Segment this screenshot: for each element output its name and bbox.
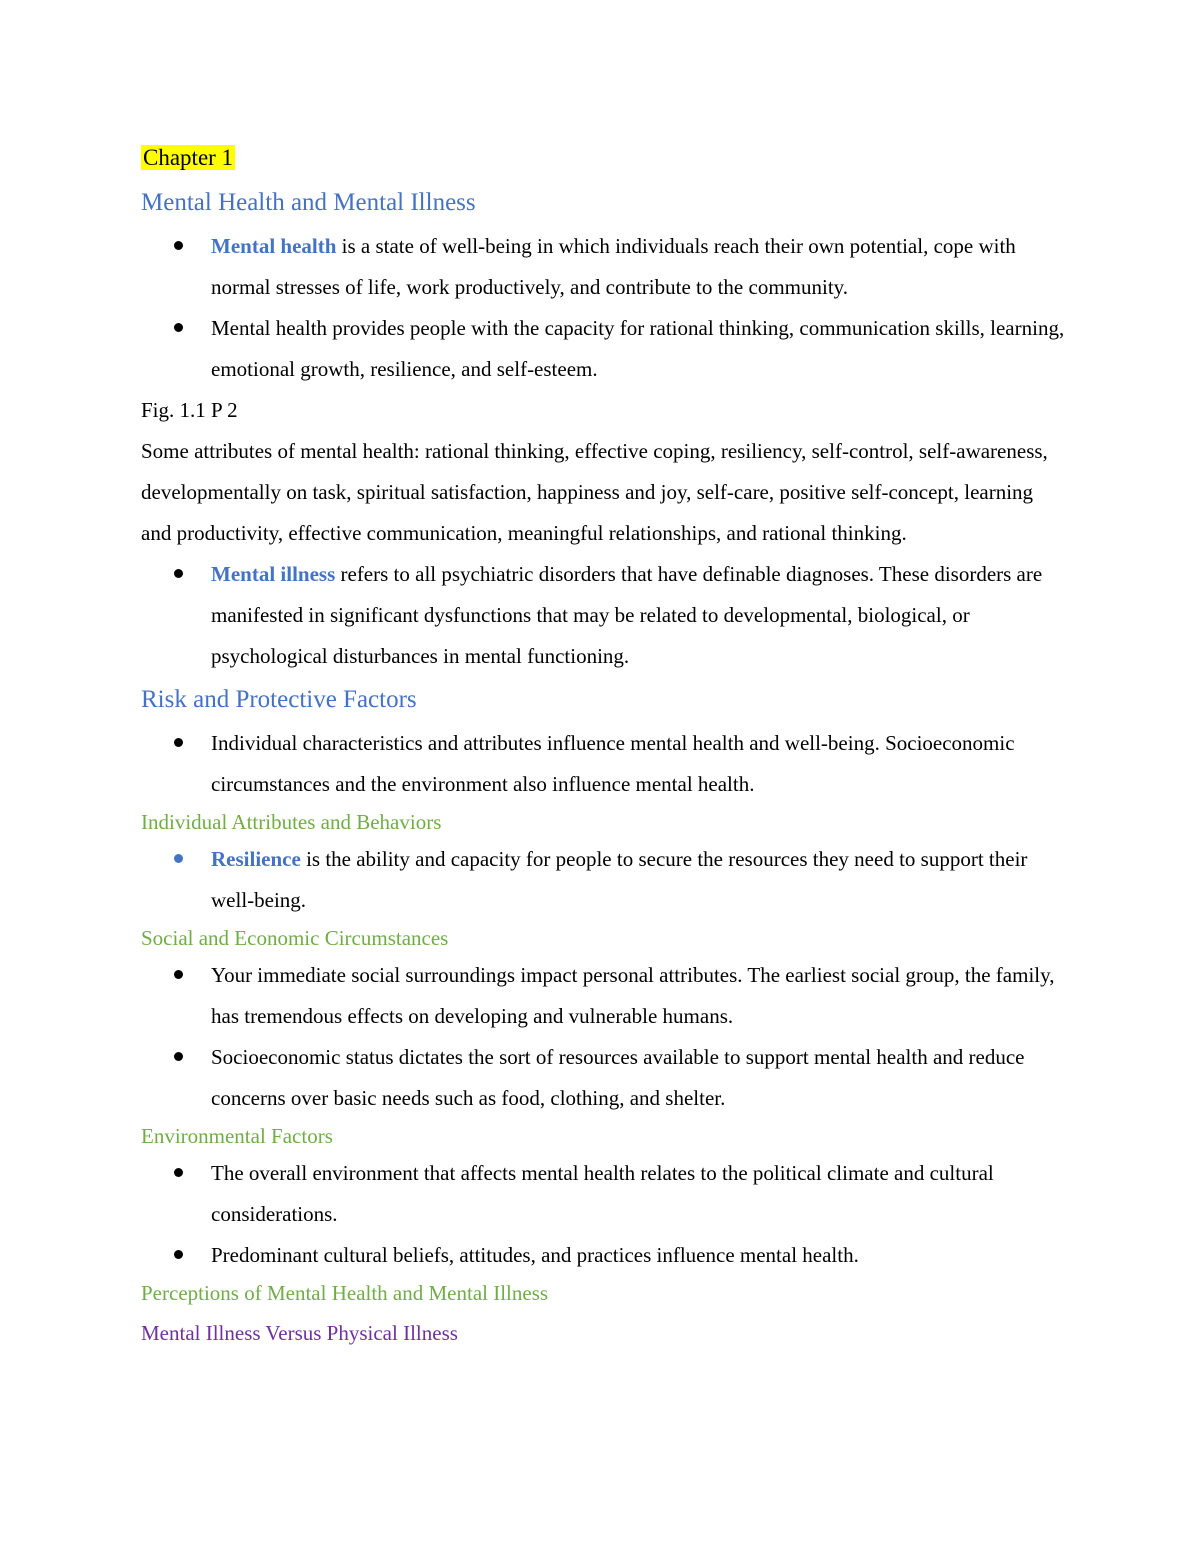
figure-reference: Fig. 1.1 P 2 <box>141 398 238 422</box>
bullet-list <box>141 226 1066 390</box>
list-item: Your immediate social surroundings impact personal attributes. The earliest social group, the family, has tremendous effects on developing and vulnerable humans. <box>141 955 1066 1037</box>
list-item: Resilience is the ability and capacity for people to secure the resources they need to support their well-being. <box>141 839 1066 921</box>
bullet-list <box>141 1153 1066 1276</box>
bullet-list <box>141 723 1066 805</box>
list-item: Mental health provides people with the capacity for rational thinking, communication skills, learning, emotional growth, resilience, and self-esteem. <box>141 308 1066 390</box>
bullet-icon <box>174 1168 183 1177</box>
chapter-heading: Chapter 1 <box>143 145 234 170</box>
list-item: Predominant cultural beliefs, attitudes, and practices influence mental health. <box>141 1235 1066 1276</box>
list-item: Mental illness refers to all psychiatric disorders that have definable diagnoses. These disorders are manifested in significant dysfunctions that may be related to developmental, biological, or psychological disturbances in mental functioning. <box>141 554 1066 677</box>
list-item: Mental health is a state of well-being in which individuals reach their own potential, cope with normal stresses of life, work productively, and contribute to the community. <box>141 226 1066 308</box>
bullet-icon <box>174 738 183 747</box>
subheading-individual-attributes: Individual Attributes and Behaviors <box>141 810 442 834</box>
list-item: Socioeconomic status dictates the sort of resources available to support mental health and reduce concerns over basic needs such as food, clothing, and shelter. <box>141 1037 1066 1119</box>
section-heading-risk-factors: Risk and Protective Factors <box>141 686 417 713</box>
attributes-paragraph: Some attributes of mental health: rational thinking, effective coping, resiliency, self-control, self-awareness, developmentally on task, spiritual satisfaction, happiness and joy, self-care, positive self-concept, learning and productivity, effective communication, meaningful relationships, and rational thinking. <box>141 439 1048 545</box>
bullet-list <box>141 839 1066 921</box>
list-item: Individual characteristics and attributes influence mental health and well-being. Socioeconomic circumstances and the environment also influence mental health. <box>141 723 1066 805</box>
bullet-icon <box>174 854 183 863</box>
term-mental-illness: Mental illness <box>211 562 336 586</box>
bullet-icon <box>174 569 183 578</box>
bullet-list <box>141 554 1066 677</box>
bullet-icon <box>174 1250 183 1259</box>
document-page <box>141 140 1066 1350</box>
term-resilience: Resilience <box>211 847 301 871</box>
section-heading-mental-health: Mental Health and Mental Illness <box>141 189 476 216</box>
subheading-social-economic: Social and Economic Circumstances <box>141 926 449 950</box>
subheading-perceptions: Perceptions of Mental Health and Mental Illness <box>141 1281 549 1305</box>
term-mental-health: Mental health <box>211 234 337 258</box>
bullet-list <box>141 955 1066 1119</box>
bullet-icon <box>174 323 183 332</box>
list-item: The overall environment that affects mental health relates to the political climate and cultural considerations. <box>141 1153 1066 1235</box>
bullet-icon <box>174 1052 183 1061</box>
subheading-mental-vs-physical: Mental Illness Versus Physical Illness <box>141 1321 458 1345</box>
bullet-icon <box>174 970 183 979</box>
bullet-icon <box>174 241 183 250</box>
subheading-environmental: Environmental Factors <box>141 1124 333 1148</box>
